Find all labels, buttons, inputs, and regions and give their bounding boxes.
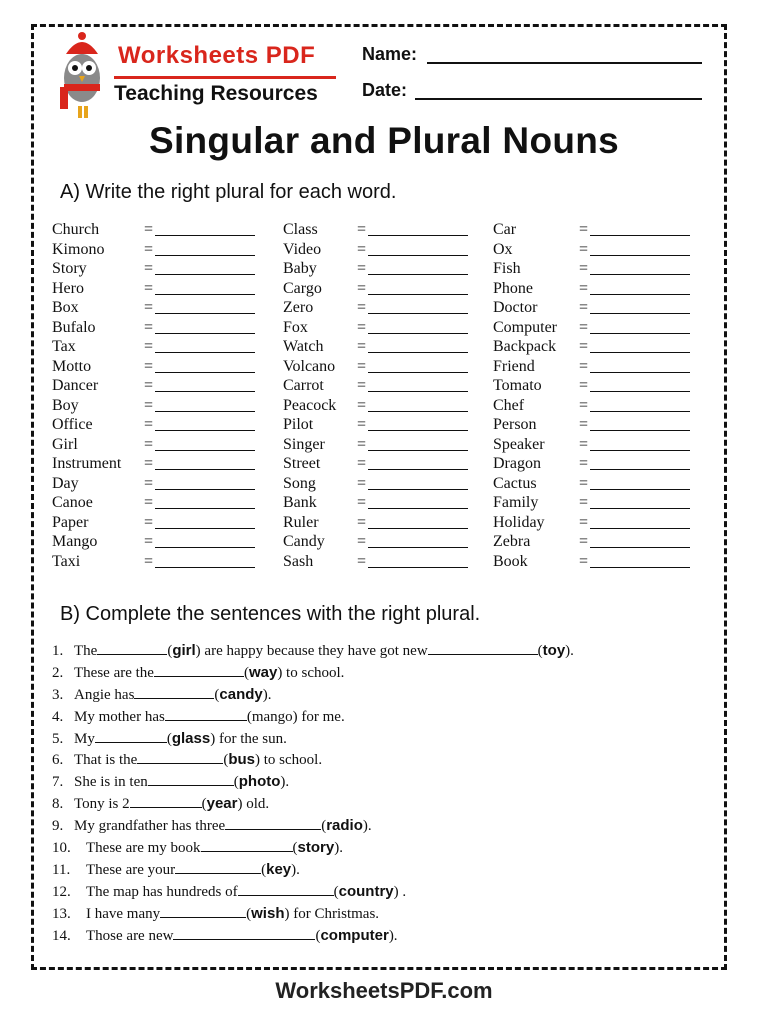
sentence-number: 4. [52,708,64,725]
noun-hint: radio [326,817,363,835]
singular-word: Video [283,240,322,258]
answer-blank[interactable] [368,313,468,314]
noun-hint: candy [219,685,263,703]
sentence-row [52,881,574,903]
sentence-text: ) for the sun. [210,730,287,747]
singular-word: Taxi [52,552,81,570]
sentence-number: 1. [52,643,64,659]
date-label: Date: [362,80,408,100]
singular-word: Family [493,494,539,511]
answer-blank[interactable] [130,793,202,808]
name-label: Name: [362,44,418,64]
answer-blank[interactable] [173,925,315,940]
answer-blank[interactable] [590,450,690,451]
sentence-text: The [74,643,98,659]
answer-blank[interactable] [148,771,234,786]
sentence-text: ( [166,730,172,747]
answer-blank[interactable] [155,430,255,431]
answer-blank[interactable] [155,411,255,412]
answer-blank[interactable] [238,881,334,896]
singular-word: Volcano [283,357,336,375]
singular-word: Singer [283,435,325,453]
singular-word: Girl [52,435,78,453]
sentence-row [52,815,574,837]
sentence-number: 14. [52,927,71,944]
answer-blank[interactable] [368,547,468,548]
singular-word: Canoe [52,494,93,511]
equals-sign: = [357,552,367,570]
equals-sign: = [357,455,367,472]
sentence-row [52,662,574,684]
equals-sign: = [144,338,154,355]
equals-sign: = [357,494,367,511]
singular-word: Bufalo [52,318,96,336]
singular-word: Speaker [493,435,545,453]
singular-word: Street [283,455,321,472]
sentence-number: 9. [52,818,64,835]
noun-hint: wish [251,904,285,922]
singular-word: Carrot [283,377,324,394]
section-b-heading: B) Complete the sentences with the right plural. [60,603,481,625]
singular-word: Mango [52,533,98,550]
sentence-row [52,640,574,662]
answer-blank[interactable] [368,567,468,568]
sentence-text: ( [233,774,239,791]
equals-sign: = [144,240,154,258]
answer-blank[interactable] [368,294,468,295]
equals-sign: = [144,221,154,238]
sentence-text: ). [334,840,343,857]
answer-blank[interactable] [368,255,468,256]
answer-blank[interactable] [155,294,255,295]
singular-word: Motto [52,357,92,375]
brand-name: Worksheets PDF [118,42,316,69]
singular-word: Ruler [283,513,319,531]
sentence-text: ). [291,861,300,878]
sentence-number: 3. [52,686,64,703]
noun-hint: glass [171,729,211,747]
sentence-number: 10. [52,840,71,857]
answer-blank[interactable] [155,528,255,529]
answer-blank[interactable] [368,450,468,451]
answer-blank[interactable] [590,547,690,548]
equals-sign: = [357,435,367,453]
singular-word: Fish [493,260,521,277]
equals-sign: = [579,240,589,258]
answer-blank[interactable] [368,528,468,529]
sentence-text: ) to school. [255,752,323,769]
equals-sign: = [357,416,367,433]
noun-hint: toy [542,642,566,659]
sentence-row [52,706,574,728]
answer-blank[interactable] [155,489,255,490]
answer-blank[interactable] [134,684,214,699]
answer-blank[interactable] [590,411,690,412]
singular-word: Instrument [52,455,122,472]
answer-blank[interactable] [590,489,690,490]
page-title: Singular and Plural Nouns [148,120,620,161]
sentence-row [52,837,574,859]
sentence-text: ). [388,927,398,944]
singular-word: Boy [52,396,79,414]
singular-word: Day [52,474,79,492]
answer-blank[interactable] [368,508,468,509]
answer-blank[interactable] [155,333,255,334]
answer-blank[interactable] [155,391,255,392]
singular-word: Book [493,552,528,570]
equals-sign: = [144,513,154,531]
equals-sign: = [579,338,589,355]
answer-blank[interactable] [590,430,690,431]
noun-hint: country [338,882,394,900]
singular-word: Tomato [493,377,542,394]
equals-sign: = [579,377,589,394]
answer-blank[interactable] [155,508,255,509]
answer-blank[interactable] [155,450,255,451]
singular-word: Watch [283,338,324,355]
sentence-text: ) are happy because they have got new [195,643,428,659]
answer-blank[interactable] [155,352,255,353]
answer-blank[interactable] [155,469,255,470]
sentence-text: ( [201,796,207,813]
answer-blank[interactable] [137,749,223,764]
answer-blank[interactable] [590,391,690,392]
answer-blank[interactable] [590,294,690,295]
answer-blank[interactable] [368,469,468,470]
answer-blank[interactable] [590,508,690,509]
noun-hint: photo [238,773,281,791]
sentence-text: She is in ten [74,774,148,791]
sentence-text: Angie has [74,686,135,703]
singular-word: Class [283,221,318,238]
equals-sign: = [357,357,367,375]
equals-sign: = [357,338,367,355]
singular-word: Zero [283,299,314,316]
sentence-row [52,684,574,706]
singular-word: Dancer [52,377,99,394]
singular-word: Phone [493,279,533,297]
equals-sign: = [579,416,589,433]
equals-sign: = [579,260,589,277]
equals-sign: = [357,377,367,394]
sentence-text: These are your [86,861,176,878]
answer-blank[interactable] [368,352,468,353]
equals-sign: = [144,318,154,336]
singular-word: Sash [283,552,314,570]
equals-sign: = [579,533,589,550]
sentence-text: ) . [393,883,407,900]
singular-word: Tax [52,338,76,355]
sentence-number: 12. [52,883,71,900]
sentence-number: 7. [52,774,64,791]
sentence-text: (mango) for me. [246,708,345,725]
sentence-text: The map has hundreds of [86,883,238,900]
equals-sign: = [357,279,367,297]
answer-blank[interactable] [165,706,247,721]
equals-sign: = [357,260,367,277]
section-a-heading: A) Write the right plural for each word. [60,181,397,203]
sentence-text: Those are new [86,927,174,944]
equals-sign: = [144,474,154,492]
equals-sign: = [579,396,589,414]
answer-blank[interactable] [590,333,690,334]
equals-sign: = [579,357,589,375]
date-field-line[interactable] [415,98,702,100]
singular-word: Zebra [493,533,531,550]
singular-word: Bank [283,494,317,511]
sentence-text: ( [333,883,339,900]
singular-word: Car [493,221,517,238]
sentence-text: ). [362,818,372,835]
singular-word: Song [283,474,316,492]
answer-blank[interactable] [160,903,246,918]
sentence-text: I have many [86,905,161,922]
sentence-row [52,771,574,793]
singular-word: Church [52,221,100,238]
equals-sign: = [357,396,367,414]
sentence-text: My [74,730,95,747]
answer-blank[interactable] [95,728,167,743]
sentence-text: ) for Christmas. [284,905,380,922]
equals-sign: = [144,435,154,453]
sentence-row [52,859,574,881]
answer-blank[interactable] [155,255,255,256]
sentence-number: 13. [52,905,71,922]
singular-word: Holiday [493,513,545,531]
sentence-number: 8. [52,796,64,813]
answer-blank[interactable] [155,372,255,373]
sentence-text: ) to school. [277,664,345,681]
equals-sign: = [579,552,589,570]
noun-hint: key [266,860,292,878]
noun-hint: year [206,795,238,813]
answer-blank[interactable] [368,411,468,412]
equals-sign: = [579,221,589,238]
sentence-text: ( [243,664,249,681]
equals-sign: = [579,455,589,472]
sentence-text: My mother has [74,708,165,725]
singular-word: Peacock [283,396,337,414]
sentence-list [52,640,574,946]
singular-word: Cactus [493,474,537,492]
sentence-row [52,793,574,815]
singular-word: Kimono [52,240,105,258]
footer-website: WorksheetsPDF.com [275,978,493,1003]
singular-word: Pilot [283,416,314,433]
sentence-text: ( [223,752,229,769]
singular-word: Cargo [283,279,322,297]
answer-blank[interactable] [590,255,690,256]
singular-word: Baby [283,260,317,277]
sentence-text: ( [167,643,173,659]
sentence-text: ( [321,818,327,835]
equals-sign: = [579,513,589,531]
sentence-row [52,925,574,947]
sentence-text: That is the [74,752,138,769]
sentence-number: 5. [52,730,64,747]
answer-blank[interactable] [155,567,255,568]
equals-sign: = [579,474,589,492]
name-field-line[interactable] [427,62,702,64]
sentence-number: 6. [52,752,64,769]
answer-blank[interactable] [590,274,690,275]
answer-blank[interactable] [368,391,468,392]
sentence-number: 11. [52,861,71,878]
answer-blank[interactable] [368,489,468,490]
equals-sign: = [144,416,154,433]
equals-sign: = [579,494,589,511]
equals-sign: = [144,299,154,316]
singular-word: Story [52,260,87,277]
sentence-number: 2. [52,664,64,681]
answer-blank[interactable] [155,235,255,236]
singular-word: Ox [493,240,513,258]
noun-hint: story [297,839,335,857]
equals-sign: = [144,357,154,375]
equals-sign: = [579,318,589,336]
sentence-text: My grandfather has three [74,818,226,835]
noun-hint: way [248,663,278,681]
answer-blank[interactable] [590,235,690,236]
equals-sign: = [579,279,589,297]
sentence-text: ( [214,686,220,703]
singular-word: Computer [493,318,557,336]
sentence-text: ( [315,927,321,944]
sentence-text: ( [261,861,267,878]
answer-blank[interactable] [590,313,690,314]
sentence-text: These are the [74,664,154,681]
noun-hint: bus [228,751,255,769]
sentence-row [52,903,574,925]
singular-word: Candy [283,533,325,550]
answer-blank[interactable] [201,837,293,852]
sentence-text: ) old. [237,796,270,813]
singular-word: Dragon [493,455,541,472]
equals-sign: = [357,318,367,336]
answer-blank[interactable] [428,640,538,655]
equals-sign: = [144,260,154,277]
sentence-text: ( [537,643,543,659]
noun-hint: girl [172,642,196,659]
answer-blank[interactable] [590,372,690,373]
brand-divider [114,76,336,79]
answer-blank[interactable] [97,640,167,655]
answer-blank[interactable] [154,662,244,677]
equals-sign: = [144,279,154,297]
sentence-text: ( [292,840,298,857]
equals-sign: = [357,474,367,492]
answer-blank[interactable] [155,274,255,275]
equals-sign: = [357,533,367,550]
sentence-text: ). [262,686,272,703]
answer-blank[interactable] [590,528,690,529]
equals-sign: = [357,299,367,316]
noun-hint: computer [320,926,389,944]
equals-sign: = [144,396,154,414]
singular-word: Fox [283,318,308,336]
equals-sign: = [144,377,154,394]
answer-blank[interactable] [590,352,690,353]
singular-word: Office [52,416,93,433]
answer-blank[interactable] [368,333,468,334]
singular-word: Friend [493,357,535,375]
equals-sign: = [144,552,154,570]
answer-blank[interactable] [175,859,261,874]
singular-word: Chef [493,396,525,414]
answer-blank[interactable] [225,815,321,830]
sentence-row [52,728,574,750]
equals-sign: = [357,513,367,531]
owl-mascot-icon [52,32,112,122]
answer-blank[interactable] [155,313,255,314]
sentence-text: ). [280,774,290,791]
brand-logo [52,32,342,122]
answer-blank[interactable] [368,274,468,275]
equals-sign: = [144,533,154,550]
sentence-row [52,749,574,771]
equals-sign: = [579,435,589,453]
singular-word: Hero [52,279,84,297]
answer-blank[interactable] [368,235,468,236]
equals-sign: = [357,221,367,238]
equals-sign: = [144,455,154,472]
sentence-text: ( [246,905,252,922]
equals-sign: = [144,494,154,511]
brand-tagline: Teaching Resources [114,82,318,105]
singular-word: Doctor [493,299,538,316]
answer-blank[interactable] [590,469,690,470]
answer-blank[interactable] [155,547,255,548]
equals-sign: = [357,240,367,258]
answer-blank[interactable] [368,430,468,431]
equals-sign: = [579,299,589,316]
singular-word: Person [493,416,537,433]
answer-blank[interactable] [368,372,468,373]
singular-word: Paper [52,513,89,531]
sentence-text: ). [565,643,574,659]
singular-word: Box [52,299,79,316]
sentence-text: Tony is 2 [74,796,130,813]
answer-blank[interactable] [590,567,690,568]
singular-word: Backpack [493,338,557,355]
sentence-text: These are my book [86,840,201,857]
